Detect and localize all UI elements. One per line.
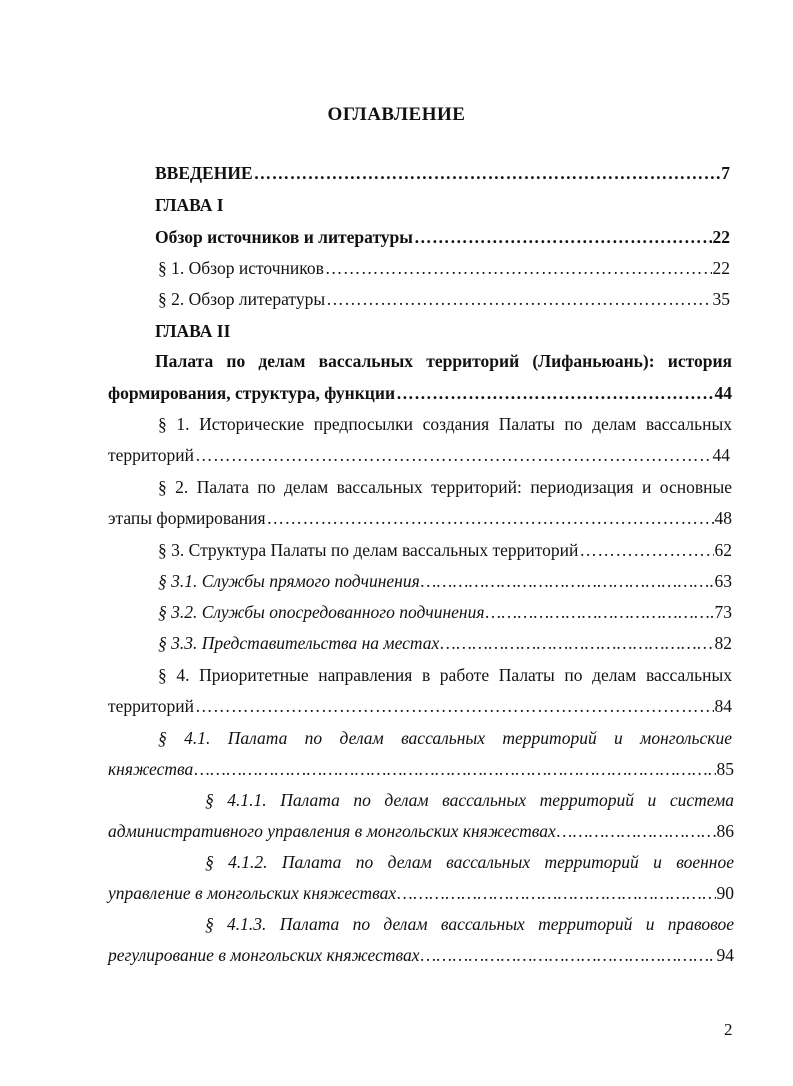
dot-leader	[194, 758, 715, 780]
toc-entry-section-2-3-3	[158, 632, 732, 654]
toc-page: 73	[714, 602, 732, 622]
toc-entry-section-1-1	[158, 257, 730, 279]
toc-entry-section-2-3	[158, 539, 732, 561]
dot-leader	[195, 444, 712, 466]
dot-leader	[485, 601, 713, 623]
toc-label: территорий	[108, 696, 194, 716]
toc-page: 62	[714, 540, 732, 560]
toc-page: 22	[712, 258, 730, 278]
toc-label: § 2. Обзор литературы	[158, 289, 326, 309]
toc-entry-section-2-3-2	[158, 601, 732, 623]
toc-page: 22	[712, 227, 730, 247]
toc-label: § 3. Структура Палаты по делам вассальных территорий	[158, 540, 579, 560]
dot-leader	[254, 162, 721, 184]
toc-entry-section-2-4-1-line1: § 4.1. Палата по делам вассальных территорий и монгольские	[158, 728, 732, 748]
toc-label: § 3.1. Службы прямого подчинения	[158, 571, 420, 591]
toc-label: § 1. Обзор источников	[158, 258, 324, 278]
page-title: ОГЛАВЛЕНИЕ	[327, 104, 466, 125]
chapter-2-heading: ГЛАВА II	[155, 321, 231, 341]
toc-page: 94	[716, 945, 734, 965]
toc-label: княжества	[108, 759, 194, 779]
toc-entry-section-2-4-1-3-line1: § 4.1.3. Палата по делам вассальных территорий и правовое	[205, 914, 734, 934]
toc-label: этапы формирования	[108, 508, 266, 528]
toc-label: формирования, структура, функции	[108, 383, 396, 403]
toc-label: ВВЕДЕНИЕ	[155, 163, 253, 183]
chapter-1-heading: ГЛАВА I	[155, 195, 224, 215]
toc-page: 35	[712, 289, 730, 309]
toc-label: управление в монгольских княжествах	[108, 883, 397, 903]
toc-label: § 3.2. Службы опосредованного подчинения	[158, 602, 485, 622]
toc-page: 7	[721, 163, 730, 183]
toc-entry-chapter-2-title-line1: Палата по делам вассальных территорий (Лифаньюань): история	[155, 351, 732, 371]
toc-entry-section-2-4-line1: § 4. Приоритетные направления в работе Палаты по делам вассальных	[158, 665, 732, 685]
dot-leader	[397, 882, 715, 904]
toc-entry-section-2-3-1	[158, 570, 732, 592]
toc-label: регулирование в монгольских княжествах	[108, 945, 420, 965]
dot-leader	[420, 944, 715, 966]
dot-leader	[267, 507, 714, 529]
toc-page: 63	[714, 571, 732, 591]
toc-entry-section-2-4-1-2-line2	[108, 882, 734, 904]
dot-leader	[414, 226, 712, 248]
dot-leader	[579, 539, 713, 561]
dot-leader	[421, 570, 714, 592]
toc-entry-section-2-1-line1: § 1. Исторические предпосылки создания Палаты по делам вассальных	[158, 414, 732, 434]
toc-page: 82	[714, 633, 732, 653]
toc-label: административного управления в монгольских княжествах	[108, 821, 556, 841]
dot-leader	[326, 288, 711, 310]
toc-entry-section-2-4-1-2-line1: § 4.1.2. Палата по делам вассальных территорий и военное	[205, 852, 734, 872]
toc-entry-section-2-2-line1: § 2. Палата по делам вассальных территорий: периодизация и основные	[158, 477, 732, 497]
toc-entry-section-2-4-1-1-line2	[108, 820, 734, 842]
toc-page: 86	[716, 821, 734, 841]
toc-label: Обзор источников и литературы	[155, 227, 413, 247]
page-number: 2	[724, 1020, 733, 1039]
toc-page: 44	[714, 383, 732, 403]
toc-entry-section-2-2-line2	[108, 507, 732, 529]
toc-entry-chapter-2-title-line2	[108, 382, 732, 404]
dot-leader	[325, 257, 712, 279]
toc-page: 44	[712, 445, 730, 465]
toc-entry-intro	[155, 162, 730, 184]
toc-entry-chapter-1-title	[155, 226, 730, 248]
toc-page: 84	[714, 696, 732, 716]
toc-label: § 3.3. Представительства на местах	[158, 633, 440, 653]
toc-entry-section-2-4-1-line2	[108, 758, 734, 780]
toc-page: 85	[716, 759, 734, 779]
toc-entry-section-2-1-line2	[108, 444, 730, 466]
toc-entry-section-2-4-1-3-line2	[108, 944, 734, 966]
toc-label: территорий	[108, 445, 194, 465]
dot-leader	[195, 695, 714, 717]
dot-leader	[396, 382, 713, 404]
toc-entry-section-1-2	[158, 288, 730, 310]
toc-entry-section-2-4-line2	[108, 695, 732, 717]
dot-leader	[440, 632, 713, 654]
dot-leader	[557, 820, 716, 842]
toc-page: 48	[714, 508, 732, 528]
toc-page: 90	[716, 883, 734, 903]
toc-entry-section-2-4-1-1-line1: § 4.1.1. Палата по делам вассальных территорий и система	[205, 790, 734, 810]
